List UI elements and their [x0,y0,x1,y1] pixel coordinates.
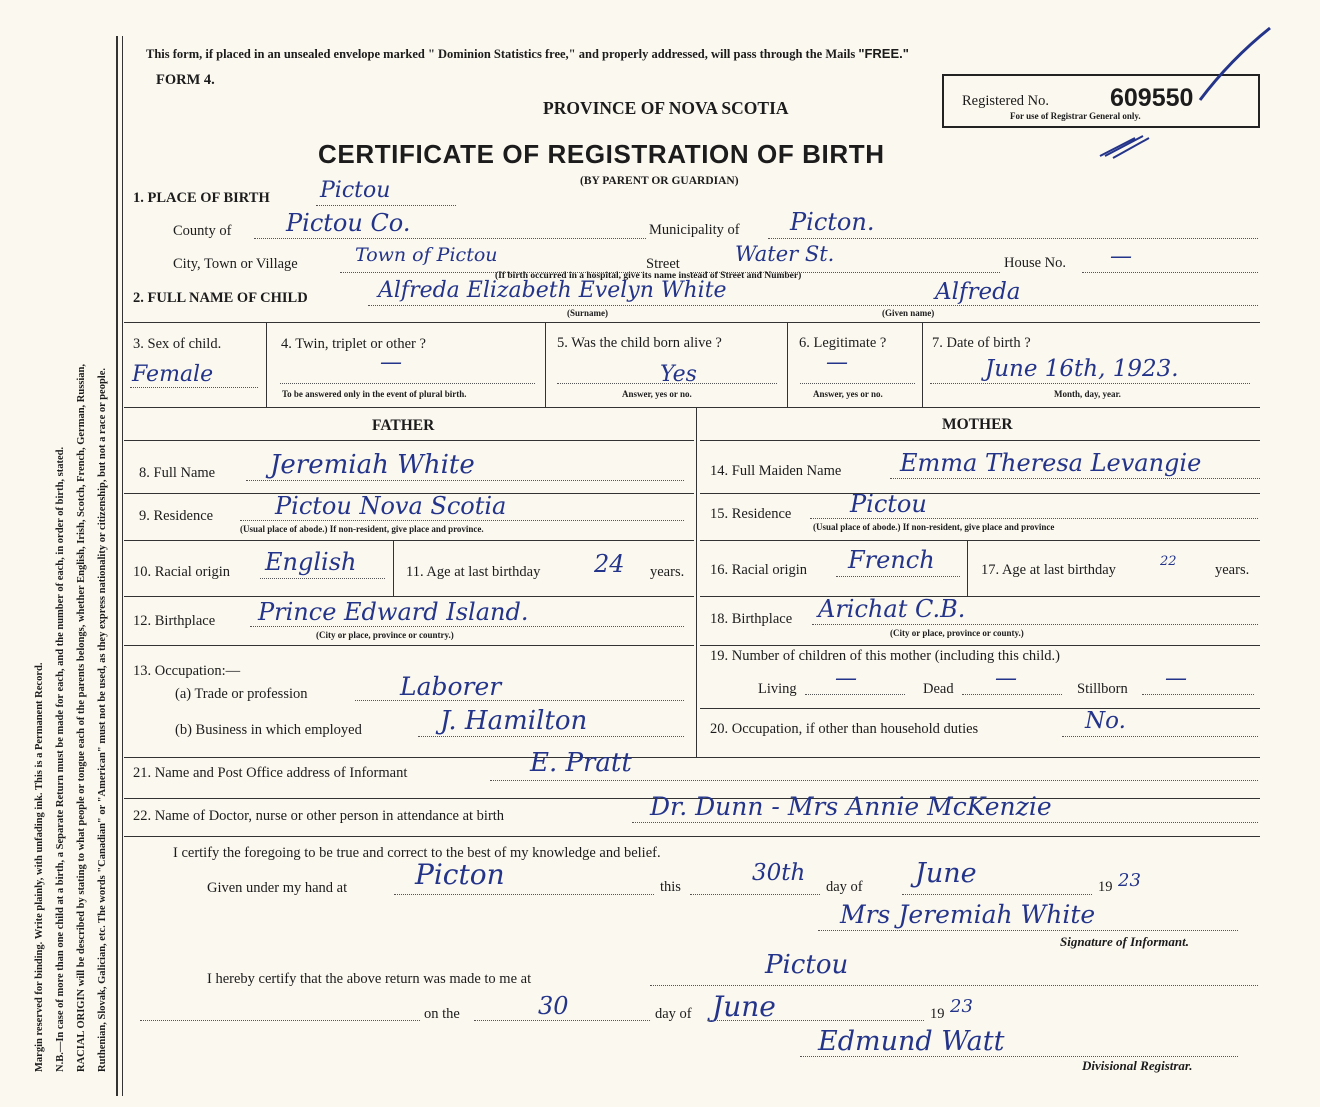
father-name-label: 8. Full Name [139,465,216,481]
province-title: PROVINCE OF NOVA SCOTIA [543,98,789,118]
father-racial-label: 10. Racial origin [133,564,231,580]
this-label: this [660,879,681,895]
informant-signature: Mrs Jeremiah White [840,900,1096,929]
stillborn-value: — [1165,666,1187,691]
form-number: FORM 4. [156,72,215,88]
signature-label: Signature of Informant. [1060,934,1189,949]
registrar-day-of-label: day of [655,1006,692,1022]
ink-scribble [1095,132,1155,162]
registrar-signature-label: Divisional Registrar. [1082,1058,1193,1073]
mail-note: This form, if placed in an unsealed envelope marked " Dominion Statistics free," and properly addressed, will pass through the Mails "FREE." [146,46,909,61]
hospital-note: (If birth occurred in a hospital, give its name instead of Street and Number) [495,271,802,281]
child-given-name-value: Alfreda [935,279,1021,305]
margin-note-3: RACIAL ORIGIN will be described by stating to what people or tongue each of the parents belongs, whether English, Irish, Scotch, French, German, Russian, [76,363,87,1072]
given-place-value: Picton [415,858,505,891]
dob-note: Month, day, year. [1054,389,1121,399]
margin-note-2: N.B.—In case of more than one child at a birth, a Separate Return must be made for each, and the number of each, in order of birth, stated. [55,446,66,1072]
margin-rule-inner [122,36,123,1096]
alive-label: 5. Was the child born alive ? [557,335,722,351]
mother-racial-value: French [848,546,935,574]
dob-value: June 16th, 1923. [985,356,1179,382]
ink-check-mark [1190,20,1290,110]
father-birthplace-value: Prince Edward Island. [258,598,529,626]
on-the-label: on the [424,1006,460,1022]
dead-value: — [995,666,1017,691]
father-name-value: Jeremiah White [270,450,475,480]
dob-label: 7. Date of birth ? [932,335,1031,351]
house-number-value: — [1110,244,1132,269]
legitimate-note: Answer, yes or no. [813,389,883,399]
father-residence-note: (Usual place of abode.) If non-resident, give place and province. [240,524,484,534]
county-label: County of [173,223,232,239]
stillborn-label: Stillborn [1077,681,1128,697]
registrar-year-prefix: 19 [930,1006,945,1022]
given-under-label: Given under my hand at [207,880,348,896]
legitimate-value: — [826,350,848,375]
registered-label: Registered No. [962,93,1049,109]
father-age-value: 24 [594,550,625,578]
mother-name-label: 14. Full Maiden Name [710,463,842,479]
dead-label: Dead [923,681,954,697]
registered-number: 609550 [1110,84,1194,112]
twin-label: 4. Twin, triplet or other ? [281,336,426,352]
child-name-label: 2. FULL NAME OF CHILD [133,290,308,306]
registrar-signature: Edmund Watt [818,1026,1005,1057]
mother-name-value: Emma Theresa Levangie [900,449,1202,477]
mother-residence-label: 15. Residence [710,506,792,522]
city-label: City, Town or Village [173,256,298,272]
certificate-subtitle: (BY PARENT OR GUARDIAN) [580,175,739,187]
father-residence-value: Pictou Nova Scotia [275,492,507,520]
county-value: Pictou Co. [286,209,411,237]
registrar-note: For use of Registrar General only. [1010,111,1141,121]
father-racial-value: English [265,548,357,576]
municipality-value: Picton. [790,208,875,236]
father-age-label: 11. Age at last birthday [406,564,541,580]
certificate-title: CERTIFICATE OF REGISTRATION OF BIRTH [318,139,885,169]
mother-occupation-value: No. [1085,708,1126,734]
father-business-value: J. Hamilton [440,706,588,736]
day-of-label: day of [826,879,863,895]
mother-birthplace-value: Arichat C.B. [818,595,966,623]
year-suffix-value: 23 [1118,870,1141,891]
street-label: Street [646,256,680,272]
certify-text: I certify the foregoing to be true and correct to the best of my knowledge and belief. [173,845,661,861]
mother-birthplace-note: (City or place, province or county.) [890,628,1024,638]
father-age-unit: years. [650,564,685,580]
father-trade-label: (a) Trade or profession [175,686,308,702]
registrar-place-value: Pictou [765,950,849,980]
mother-occupation-label: 20. Occupation, if other than household duties [710,721,979,737]
mother-racial-label: 16. Racial origin [710,562,808,578]
given-name-note: (Given name) [882,308,935,318]
surname-note: (Surname) [567,308,608,318]
informant-value: E. Pratt [530,748,632,778]
father-occupation-label: 13. Occupation:— [133,663,241,679]
doctor-label: 22. Name of Doctor, nurse or other person in attendance at birth [133,808,505,824]
child-name-value: Alfreda Elizabeth Evelyn White [378,278,727,303]
mother-birthplace-label: 18. Birthplace [710,611,793,627]
registrar-year-suffix: 23 [950,996,973,1017]
registrar-text: I hereby certify that the above return was made to me at [207,971,532,987]
street-value: Water St. [735,242,835,266]
registrar-day-value: 30 [538,992,569,1020]
father-business-label: (b) Business in which employed [175,722,362,738]
month-value: June [915,858,977,889]
father-birthplace-label: 12. Birthplace [133,613,216,629]
alive-value: Yes [660,362,697,387]
this-day-value: 30th [752,860,806,886]
place-of-birth-value: Pictou [320,178,391,203]
informant-label: 21. Name and Post Office address of Informant [133,765,408,781]
municipality-label: Municipality of [649,222,740,238]
sex-label: 3. Sex of child. [133,336,222,352]
mother-age-label: 17. Age at last birthday [981,562,1116,578]
mother-heading: MOTHER [942,416,1013,433]
alive-note: Answer, yes or no. [622,389,692,399]
margin-note-1: Margin reserved for binding. Write plainly, with unfading ink. This is a Permanent Record. [34,662,45,1072]
margin-note-4: Ruthenian, Slovak, Galician, etc. The words "Canadian" or "American" must not be used, as they express nationality or citizenship, but not a race or people. [97,367,108,1072]
father-trade-value: Laborer [400,672,502,701]
place-of-birth-label: 1. PLACE OF BIRTH [133,190,270,206]
twin-note: To be answered only in the event of plural birth. [282,389,467,399]
mother-age-unit: years. [1215,562,1250,578]
living-value: — [835,666,857,691]
father-birthplace-note: (City or place, province or country.) [316,630,454,640]
margin-rule [116,36,118,1096]
legitimate-label: 6. Legitimate ? [799,335,887,351]
living-label: Living [758,681,797,697]
city-value: Town of Pictou [355,244,498,266]
year-prefix: 19 [1098,879,1113,895]
father-heading: FATHER [372,417,435,434]
mother-residence-value: Pictou [850,490,927,518]
registrar-month-value: June [712,990,776,1023]
mother-children-label: 19. Number of children of this mother (including this child.) [710,648,1060,664]
mother-residence-note: (Usual place of abode.) If non-resident, give place and province [813,522,1055,532]
father-residence-label: 9. Residence [139,508,214,524]
doctor-value: Dr. Dunn - Mrs Annie McKenzie [650,792,1052,821]
mother-age-value: 22 [1160,554,1177,569]
sex-value: Female [132,362,214,387]
twin-value: — [380,350,402,375]
house-number-label: House No. [1004,255,1067,271]
